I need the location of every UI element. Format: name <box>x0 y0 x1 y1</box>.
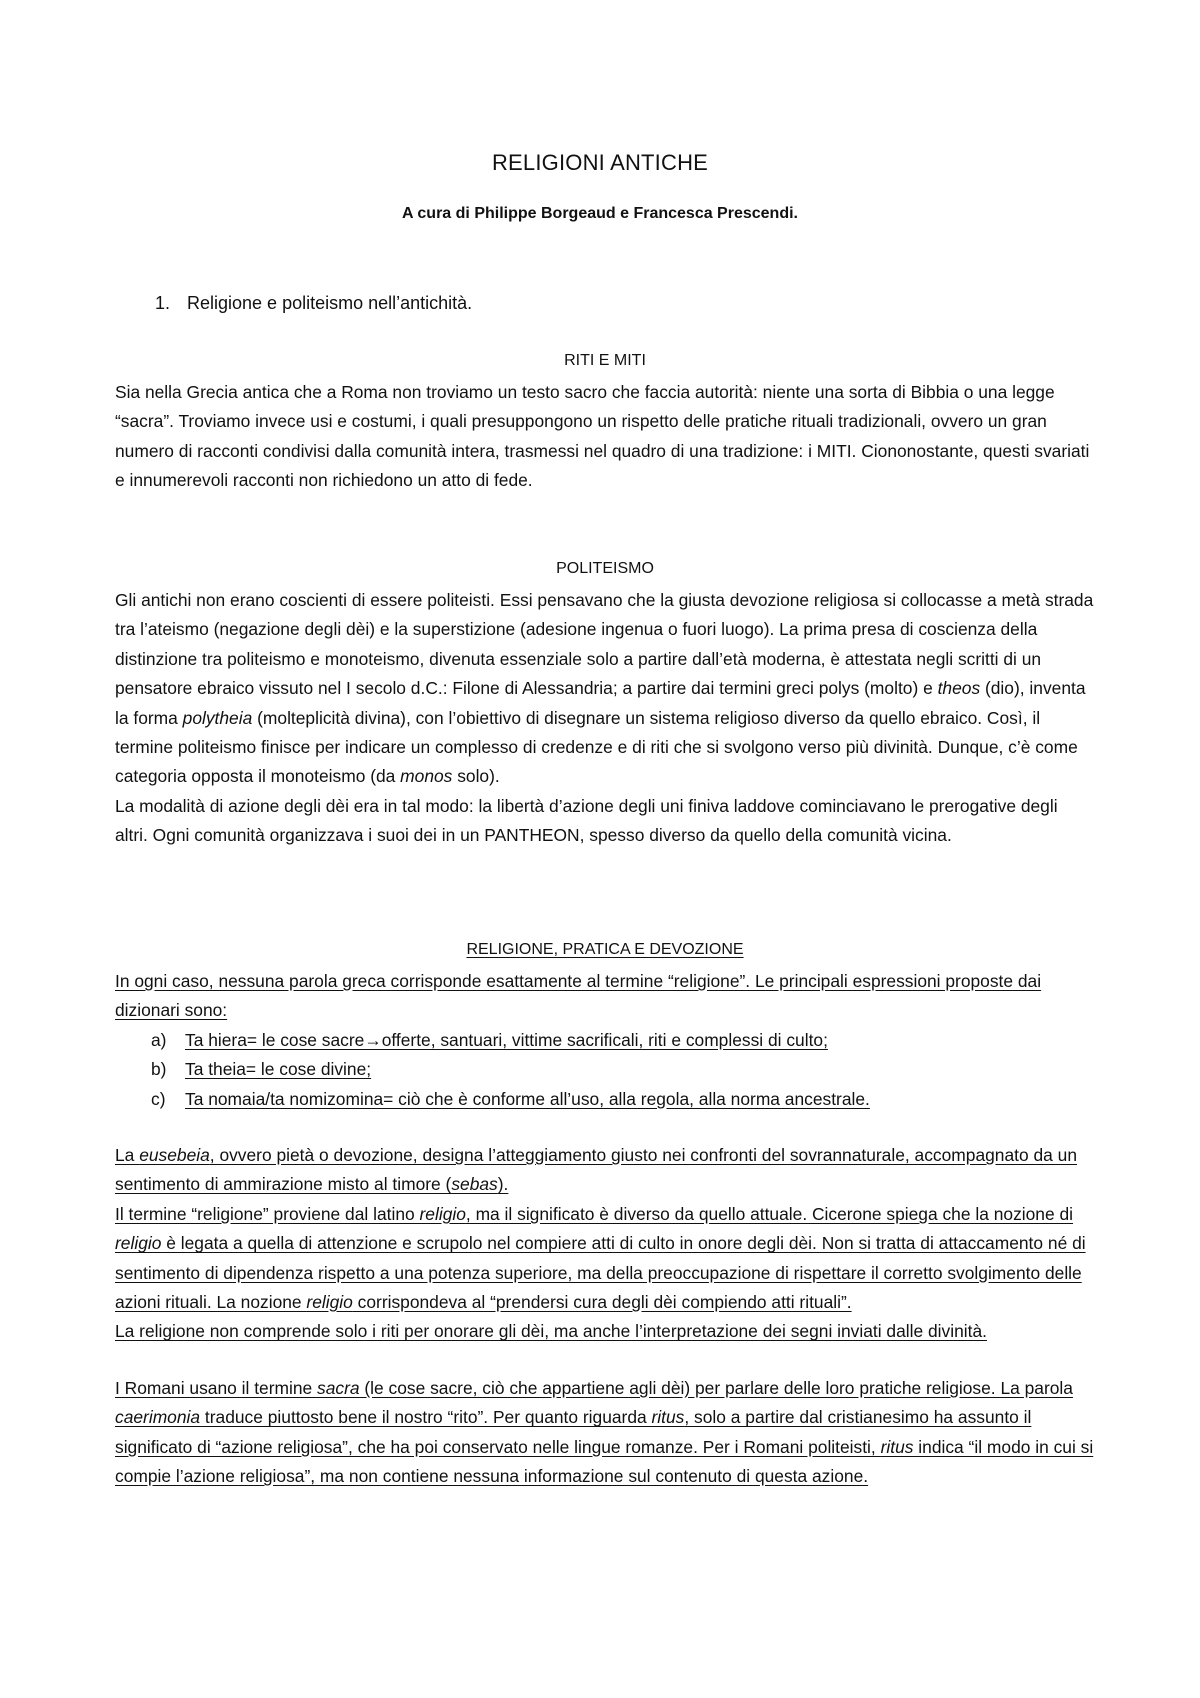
italic-term: religio <box>419 1203 466 1224</box>
paragraph-eusebeia <box>115 1141 1095 1200</box>
list-item <box>115 1055 1095 1084</box>
italic-term: ritus <box>880 1436 914 1457</box>
document-authors: A cura di Philippe Borgeaud e Francesca Prescendi. <box>402 205 798 222</box>
italic-term: religio <box>306 1292 353 1313</box>
italic-term: religio <box>115 1233 162 1254</box>
paragraph-romani <box>115 1374 1095 1492</box>
italic-term: ritus <box>651 1407 685 1428</box>
section-religione <box>115 939 1095 1492</box>
text-run: ). <box>497 1174 509 1195</box>
paragraph-segni: La religione non comprende solo i riti per onorare gli dèi, ma anche l’interpretazione dei segni inviati dalle divinità. <box>115 1321 987 1342</box>
paragraph-politeismo-2: La modalità di azione degli dèi era in tal modo: la libertà d’azione degli uni finiva laddove cominciavano le prerogative degli altri. Ogni comunità organizzava i suoi dei in un PANTHEON, spesso diverso da quello della comunità vicina. <box>115 795 1058 846</box>
paragraph-riti: Sia nella Grecia antica che a Roma non troviamo un testo sacro che faccia autorità: niente una sorta di Bibbia o una legge “sacra”. Troviamo invece usi e costumi, i quali presuppongono un rispetto delle pratiche rituali tradizionali, ovvero un gran numero di racconti condivisi dalla comunità intera, trasmessi nel quadro di una tradizione: i MITI. Ciononostante, questi svariati e innumerevoli racconti non richiedono un atto di fede. <box>115 382 1090 491</box>
italic-term: sebas <box>451 1174 498 1195</box>
text-run: La <box>115 1145 140 1166</box>
paragraph-religione-intro: In ogni caso, nessuna parola greca corrisponde esattamente al termine “religione”. Le principali espressioni proposte dai dizionari sono: <box>115 971 1042 1021</box>
list-item-label: a) <box>151 1029 167 1050</box>
italic-term: eusebeia <box>139 1145 210 1166</box>
list-item <box>115 1085 1095 1114</box>
spacer <box>115 1347 1095 1374</box>
italic-term: sacra <box>317 1377 360 1398</box>
list-item-label: c) <box>151 1088 166 1109</box>
expressions-list <box>115 1026 1095 1114</box>
text-run: , ovvero pietà o devozione, designa l’atteggiamento giusto nei confronti del sovrannaturale, accompagnato da un sentimento di ammirazione misto al timore ( <box>115 1145 1077 1195</box>
text-run: solo). <box>452 766 500 787</box>
italic-term: monos <box>400 766 453 787</box>
text-run: (molteplicità divina), con l’obiettivo di disegnare un sistema religioso diverso da quello ebraico. Così, il termine politeismo finisce per indicare un complesso di credenze e di riti che si svolgono verso più divinità. Dunque, c’è come categoria opposta il monoteismo (da <box>115 707 1078 787</box>
list-item-label: b) <box>151 1059 167 1080</box>
document-title: RELIGIONI ANTICHE <box>491 150 709 175</box>
section-heading-riti: RITI E MITI <box>564 352 646 369</box>
list-item-text: Ta hiera= le cose sacre→offerte, santuari, vittime sacrificali, riti e complessi di culto; <box>185 1029 828 1050</box>
list-item-text: Ta theia= le cose divine; <box>185 1059 372 1080</box>
list-item-text: Ta nomaia/ta nomizomina= ciò che è conforme all’uso, alla regola, alla norma ancestrale. <box>185 1088 870 1109</box>
section-heading-politeismo: POLITEISMO <box>556 560 654 577</box>
paragraph-religio <box>115 1200 1095 1318</box>
text-run: Il termine “religione” proviene dal latino <box>115 1203 420 1224</box>
list-item <box>115 1026 1095 1055</box>
chapter-label: Religione e politeismo nell’antichità. <box>187 293 473 313</box>
section-heading-religione: RELIGIONE, PRATICA E DEVOZIONE <box>466 941 744 958</box>
chapter-heading <box>155 293 472 314</box>
chapter-number: 1. <box>155 293 171 313</box>
text-run: Gli antichi non erano coscienti di essere politeisti. Essi pensavano che la giusta devozione religiosa si collocasse a metà strada tra l’ateismo (negazione degli dèi) e la superstizione (adesione ingenua o fuori luogo). La prima presa di coscienza della distinzione tra politeismo e monoteismo, divenuta essenziale solo a partire dall’età moderna, è attestata negli scritti di un pensatore ebraico vissuto nel I secolo d.C.: Filone di Alessandria; a partire dai termini greci polys (molto) e <box>115 590 1094 699</box>
section-riti-miti <box>115 350 1095 496</box>
italic-term: theos <box>937 678 981 699</box>
text-run: traduce piuttosto bene il nostro “rito”. Per quanto riguarda <box>200 1407 652 1428</box>
text-run: , ma il significato è diverso da quello attuale. Cicerone spiega che la nozione di <box>465 1203 1074 1224</box>
text-run: è legata a quella di attenzione e scrupolo nel compiere atti di culto in onore degli dèi. Non si tratta di attaccamento né di sentimento di dipendenza rispetto a una potenza superiore, ma della preoccupazione di rispettare il corretto svolgimento delle azioni rituali. La nozione <box>115 1233 1086 1313</box>
paragraph-politeismo-1 <box>115 586 1095 792</box>
spacer <box>115 1114 1095 1141</box>
text-run: corrispondeva al “prendersi cura degli dèi compiendo atti rituali”. <box>352 1292 852 1313</box>
section-politeismo <box>115 558 1095 851</box>
text-run: (le cose sacre, ciò che appartiene agli dèi) per parlare delle loro pratiche religiose. La parola <box>359 1377 1073 1398</box>
italic-term: caerimonia <box>115 1407 201 1428</box>
text-run: (dio), inventa la forma <box>115 678 1086 728</box>
italic-term: polytheia <box>182 707 253 728</box>
text-run: indica “il modo in cui si compie l’azione religiosa”, ma non contiene nessuna informazione sul contenuto di questa azione. <box>115 1436 1094 1487</box>
text-run: I Romani usano il termine <box>115 1377 318 1398</box>
text-run: , solo a partire dal cristianesimo ha assunto il significato di “azione religiosa”, che ha poi conservato nelle lingue romanze. Per i Romani politeisti, <box>115 1407 1032 1457</box>
